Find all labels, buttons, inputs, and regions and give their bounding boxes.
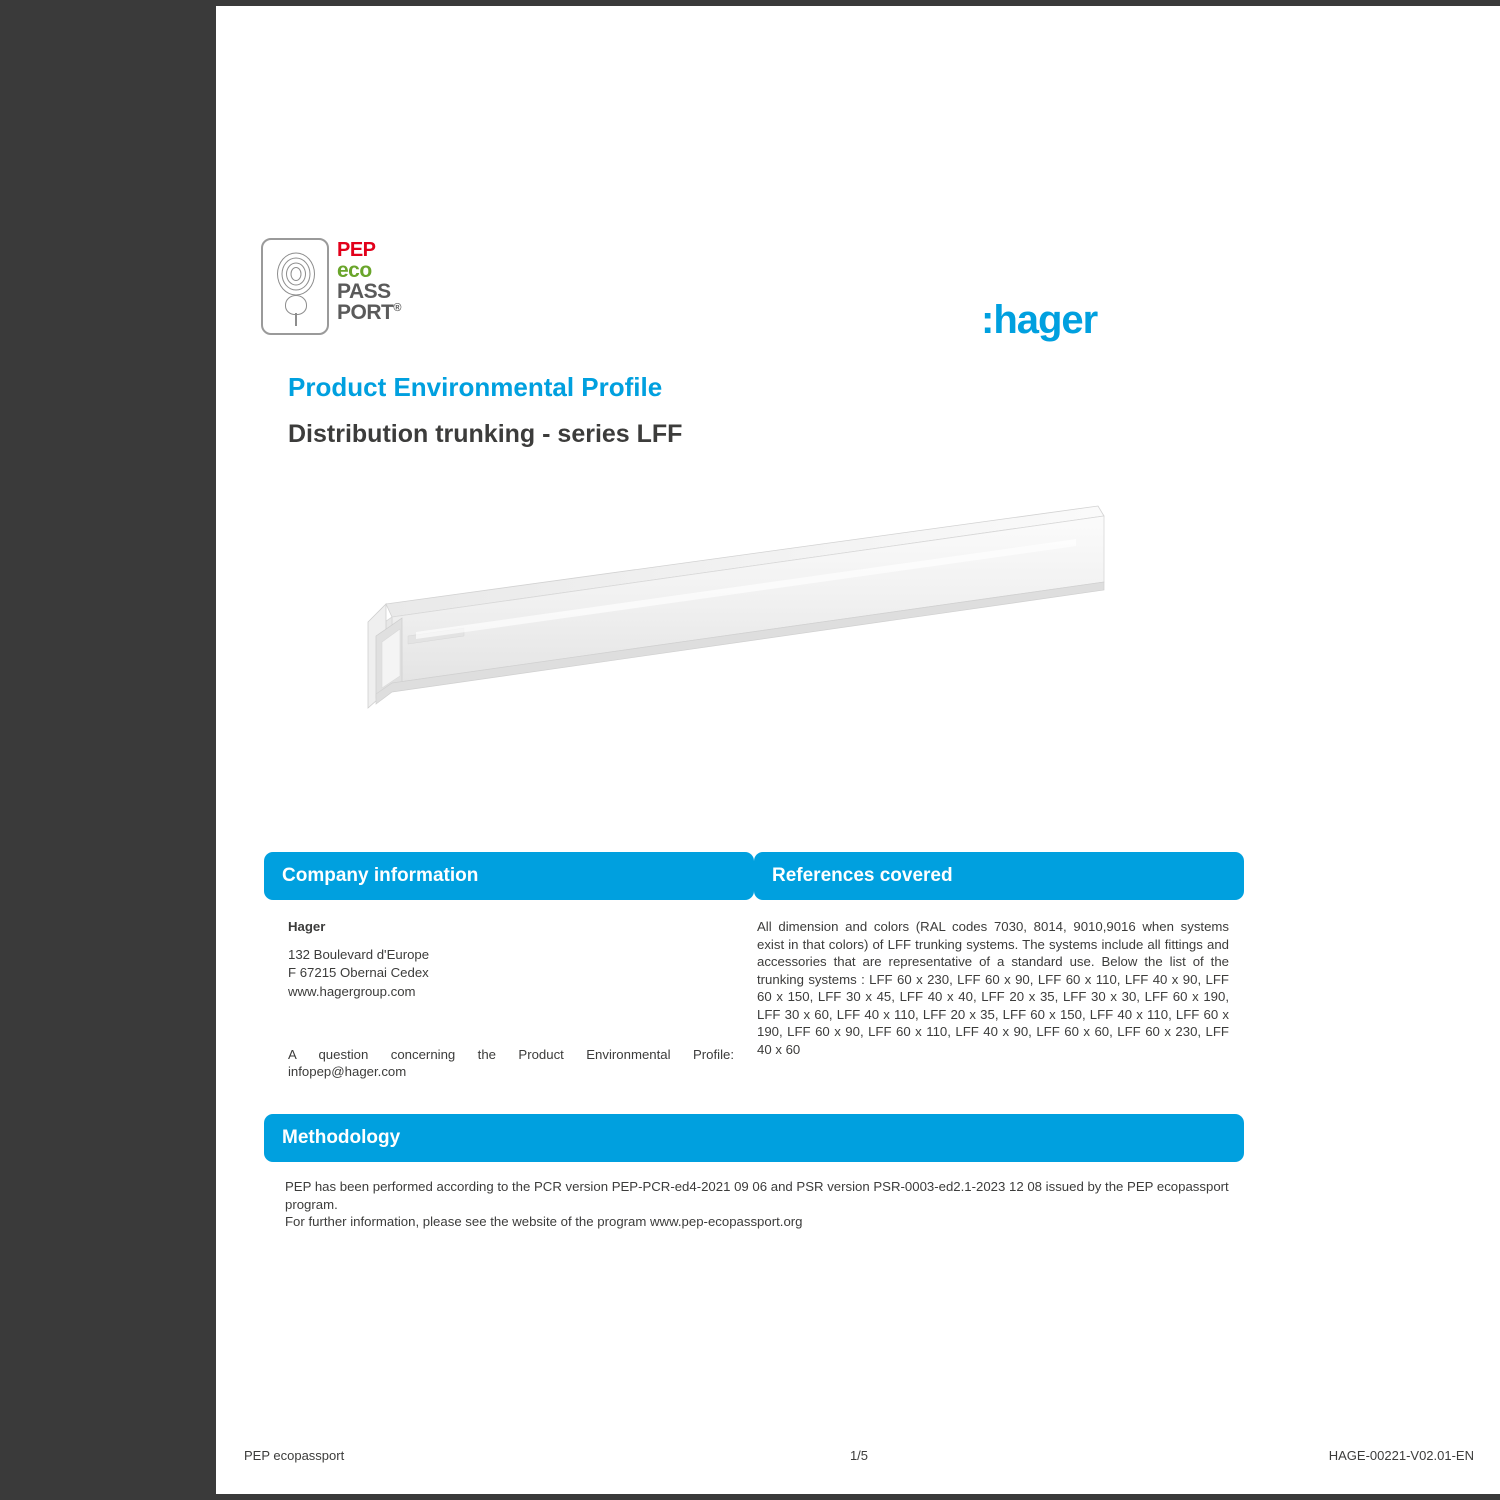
pep-word-line1: PEP xyxy=(337,239,376,261)
footer-document-reference: HAGE-00221-V02.01-EN xyxy=(1328,1448,1474,1463)
page-subtitle: Distribution trunking - series LFF xyxy=(288,420,683,448)
methodology-paragraph-1: PEP has been performed according to the PCR version PEP-PCR-ed4-2021 09 06 and PSR version PSR-0003-ed2.1-2023 12 08 issued by the PEP ecopassport program. xyxy=(285,1179,1229,1212)
document-page xyxy=(216,6,1500,1494)
company-contact-question: A question concerning the Product Environmental Profile: infopep@hager.com xyxy=(288,1046,734,1080)
page-footer xyxy=(216,1448,1500,1468)
tree-icon xyxy=(285,295,307,327)
references-covered-body: All dimension and colors (RAL codes 7030, 8014, 9010,9016 when systems exist in that colors) of LFF trunking systems. The systems include all fittings and accessories that are representative of a standard use. Below the list of the trunking systems : LFF 60 x 230, LFF 60 x 90, LFF 60 x 110, LFF 40 x 90, LFF 60 x 150, LFF 30 x 45, LFF 40 x 40, LFF 20 x 35, LFF 30 x 30, LFF 60 x 190, LFF 30 x 60, LFF 40 x 110, LFF 20 x 35, LFF 60 x 150, LFF 40 x 110, LFF 60 x 190, LFF 60 x 90, LFF 60 x 110, LFF 40 x 90, LFF 60 x 60, LFF 60 x 230, LFF 40 x 60 xyxy=(757,919,1229,1057)
fingerprint-icon xyxy=(275,250,317,298)
company-address-line2: F 67215 Obernai Cedex xyxy=(288,965,429,981)
pep-word-line2: eco xyxy=(337,259,372,282)
footer-page-number: 1/5 xyxy=(849,1448,869,1463)
pep-wordmark xyxy=(337,240,441,323)
company-information-heading: Company information xyxy=(264,852,754,900)
methodology-body xyxy=(285,1178,1233,1231)
pep-word-line3: PASS xyxy=(337,280,391,303)
company-website[interactable]: www.hagergroup.com xyxy=(288,984,416,1000)
pep-ecopassport-logo xyxy=(261,238,441,335)
page-title: Product Environmental Profile xyxy=(288,372,663,402)
pep-badge-icon xyxy=(261,238,329,335)
company-address-line1: 132 Boulevard d'Europe xyxy=(288,946,430,962)
methodology-paragraph-2: For further information, please see the website of the program www.pep-ecopassport.org xyxy=(285,1214,803,1230)
hager-logo: :hager xyxy=(981,298,1098,342)
pep-word-line4: PORT® xyxy=(337,301,401,324)
references-covered-heading: References covered xyxy=(754,852,1244,900)
company-information-body xyxy=(288,918,734,1081)
product-image xyxy=(356,486,1236,726)
footer-left: PEP ecopassport xyxy=(244,1448,345,1463)
methodology-heading: Methodology xyxy=(264,1114,1244,1162)
company-name: Hager xyxy=(288,919,326,934)
